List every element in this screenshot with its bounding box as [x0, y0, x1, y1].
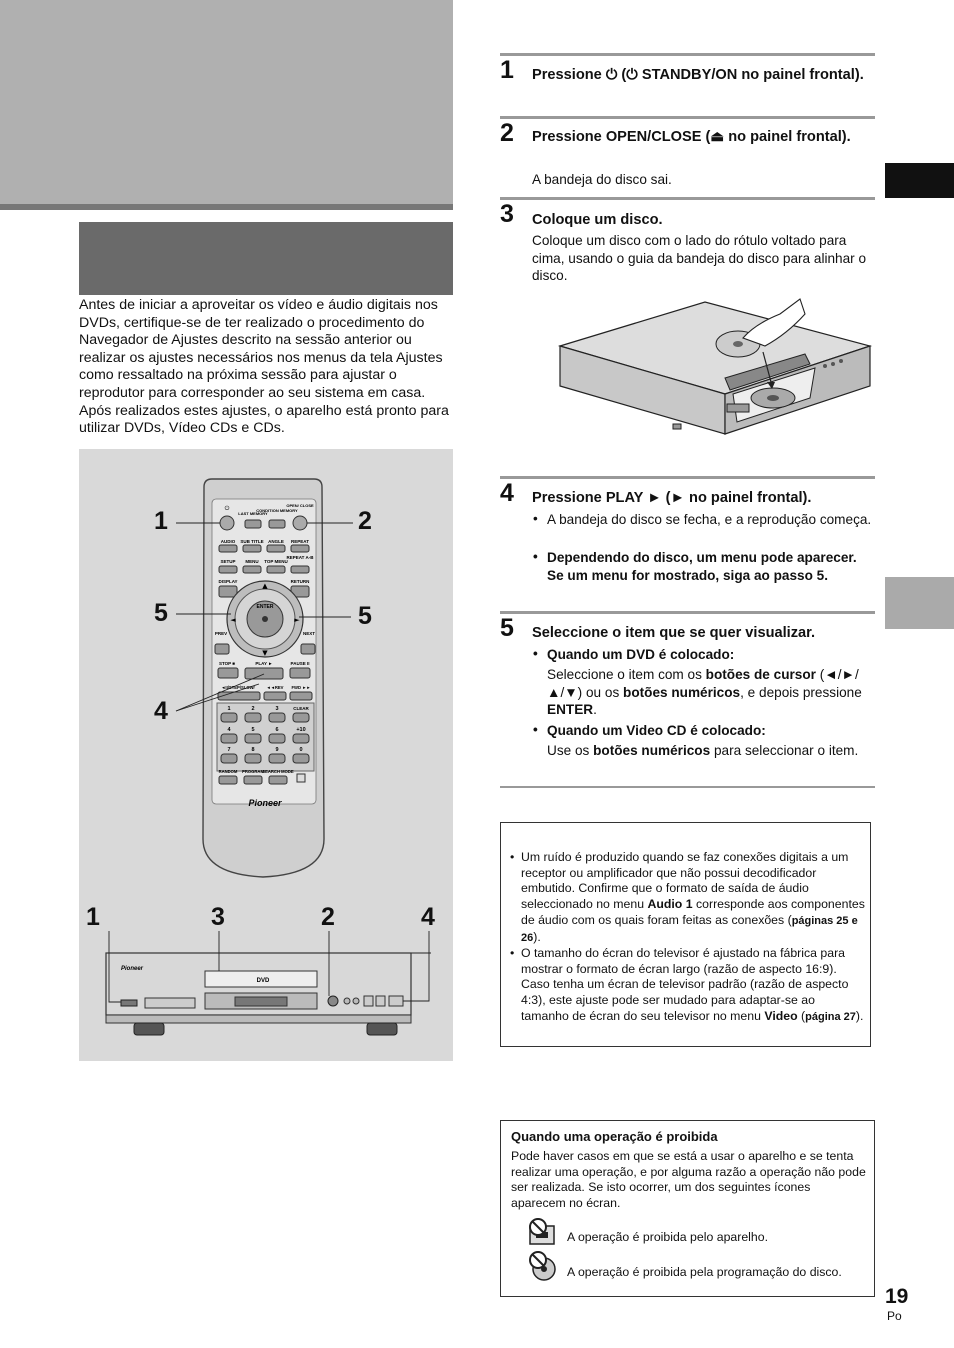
remote-next-label: NEXT — [302, 631, 316, 636]
remote-enter-label: ENTER — [256, 604, 274, 610]
remote-condition-memory-label: CONDITION MEMORY — [256, 508, 298, 513]
chapter-tab-gray — [885, 577, 954, 629]
step-3-heading: Coloque um disco. — [532, 212, 663, 228]
svg-text:▲: ▲ — [262, 582, 268, 590]
step-4-rule — [500, 476, 875, 479]
remote-prev-label: PREV — [214, 631, 228, 636]
remote-random-label: RANDOM — [218, 769, 238, 774]
remote-audio-label: AUDIO — [220, 539, 236, 544]
svg-text:◄: ◄ — [230, 616, 236, 624]
page-language-code: Po — [887, 1309, 902, 1323]
step-5-vcd-title: Quando um Video CD é colocado: — [547, 723, 766, 738]
remote-digit-4: 4 — [227, 727, 231, 733]
remote-open-close-label: OPEN/ CLOSE — [286, 503, 314, 508]
remote-digit-1: 1 — [227, 706, 231, 712]
note-bullet-1-marker: • — [510, 850, 515, 864]
remote-top-menu-label: TOP MENU — [264, 559, 288, 564]
note-bullet-1: Um ruído é produzido quando se faz conexões digitais a um receptor ou amplificador que não possui decodificador embutido. Confirme que o formato de saída de áudio seleccionado no menu Audio 1 corresponde aos componentes de áudio com os quais foram feitas as conexões (páginas 25 e 26). — [521, 850, 865, 944]
note-bullet-2: O tamanho do écran do televisor é ajustado na fábrica para mostrar o formato de écran largo (razão de aspecto 16:9). Caso tenha um écran de televisor padrão (razão de aspecto 4:3), este ajuste pode ser mudado para adaptar-se ao tamanho de écran do seu televisor no menu Video (página 27). — [521, 946, 864, 1023]
prohibited-icon-2-text: A operação é proibida pela programação do disco. — [567, 1265, 842, 1279]
remote-last-memory-label: LAST MEMORY — [238, 511, 268, 516]
remote-clear-label: CLEAR — [293, 706, 309, 711]
prohibited-by-player-icon — [528, 1218, 558, 1246]
remote-digit-3: 3 — [275, 706, 279, 712]
step-4-bullet-1: A bandeja do disco se fecha, e a reprodução começa. — [547, 512, 872, 527]
steps-end-rule — [500, 786, 875, 788]
remote-repeat-label: REPEAT — [291, 539, 309, 544]
svg-text:▼: ▼ — [262, 649, 268, 657]
remote-digit-8: 8 — [251, 747, 255, 753]
remote-menu-label: MENU — [245, 559, 259, 564]
callout-remote-1: 1 — [154, 507, 168, 535]
callout-remote-2: 2 — [358, 507, 372, 535]
callout-remote-5-left: 5 — [154, 599, 168, 627]
prohibited-title: Quando uma operação é proibida — [511, 1129, 718, 1144]
callout-player-1: 1 — [86, 903, 100, 931]
step-5-dvd-marker: • — [533, 646, 538, 661]
note-bullet-2-marker: • — [510, 946, 515, 960]
step-5-dvd-title: Quando um DVD é colocado: — [547, 647, 735, 662]
remote-digit-9: 9 — [275, 747, 279, 753]
intro-paragraph: Antes de iniciar a aproveitar os vídeo e áudio digitais nos DVDs, certifique-se de ter realizado o procedimento do Navegador de Ajustes descrito na sessão anterior ou realizar os ajustes necessários nos menus da tela Ajustes como ressaltado na próxima sessão para ajustar o reprodutor para corresponder ao seu sistema em casa. Após realizados estes ajustes, o aparelho está pronto para utilizar DVDs, Vídeo CDs e CDs. — [79, 297, 449, 437]
remote-pause-label: PAUSE II — [290, 661, 310, 666]
step-4-bullet-2-marker: • — [533, 549, 538, 564]
step-2-number: 2 — [500, 119, 514, 147]
remote-rev-label: ◄◄REV — [266, 685, 284, 690]
step-5-vcd-body: Use os botões numéricos para seleccionar o item. — [547, 743, 859, 758]
page-number: 19 — [885, 1285, 909, 1308]
step-4-bullet-1-marker: • — [533, 511, 538, 526]
remote-and-player-illustration — [79, 449, 453, 1061]
remote-digit-7: 7 — [227, 747, 231, 753]
header-divider — [0, 204, 453, 210]
step-4-bullet-2: Dependendo do disco, um menu pode aparecer. Se um menu for mostrado, siga ao passo 5. — [547, 550, 857, 583]
step-5-vcd-marker: • — [533, 722, 538, 737]
remote-subtitle-label: SUB TITLE — [240, 539, 264, 544]
remote-play-label: PLAY ► — [255, 661, 273, 666]
callout-remote-4: 4 — [154, 697, 168, 725]
step-3-body: Coloque um disco com o lado do rótulo voltado para cima, usando o guia da bandeja do disco para alinhar o disco. — [532, 233, 867, 284]
step-1-number: 1 — [500, 56, 514, 84]
step-2-heading: Pressione OPEN/CLOSE (⏏ no painel frontal). — [532, 129, 851, 145]
prohibited-body: Pode haver casos em que se está a usar o aparelho e se tenta realizar uma operação, e por alguma razão a operação não pode ser realizada. Se isto ocorrer, um dos seguintes ícones aparecem no écran. — [511, 1149, 866, 1210]
illustration-panel — [79, 449, 453, 1061]
step-3-rule — [500, 197, 875, 200]
svg-text:⏻: ⏻ — [224, 505, 230, 512]
remote-fwd-label: FWD ►► — [291, 685, 311, 690]
header-gray-block — [0, 0, 453, 204]
prohibited-by-disc-icon — [528, 1251, 558, 1281]
remote-digit-0: 0 — [299, 747, 303, 753]
remote-digit-2: 2 — [251, 706, 255, 712]
step-3-number: 3 — [500, 200, 514, 228]
step-2-rule — [500, 116, 875, 119]
remote-display-label: DISPLAY — [218, 579, 238, 584]
player-pioneer-logo: Pioneer — [121, 966, 144, 972]
section-title-block — [79, 222, 453, 295]
remote-angle-label: ANGLE — [268, 539, 284, 544]
remote-digit-5: 5 — [251, 727, 255, 733]
remote-digit-6: 6 — [275, 727, 279, 733]
step-2-body: A bandeja do disco sai. — [532, 172, 672, 187]
callout-player-2: 2 — [321, 903, 335, 931]
player-front-panel — [106, 953, 431, 1035]
callout-remote-5-right: 5 — [358, 602, 372, 630]
step-5-heading: Seleccione o item que se quer visualizar. — [532, 625, 816, 641]
disc-loading-illustration — [555, 294, 875, 436]
callout-player-4: 4 — [421, 903, 435, 931]
remote-plus10-label: +10 — [296, 727, 306, 733]
remote-return-label: RETURN — [290, 579, 310, 584]
callout-player-3: 3 — [211, 903, 225, 931]
step-4-number: 4 — [500, 479, 514, 507]
step-1-rule — [500, 53, 875, 56]
step-4-heading: Pressione PLAY ► (► no painel frontal). — [532, 490, 812, 506]
remote-step-slow-label: ◄II/STEP/SLOW/ — [221, 685, 255, 690]
remote-control — [203, 479, 324, 877]
remote-program-label: PROGRAM — [242, 769, 264, 774]
step-5-dvd-body: Seleccione o item com os botões de cursor (◄/►/▲/▼) ou os botões numéricos, e depois pressione ENTER. — [547, 667, 862, 718]
remote-search-mode-label: SEARCH MODE — [262, 769, 294, 774]
svg-text:►: ► — [294, 616, 300, 624]
step-5-rule — [500, 611, 875, 614]
chapter-tab-black — [885, 163, 954, 198]
prohibited-icon-1-text: A operação é proibida pelo aparelho. — [567, 1230, 769, 1244]
step-5-number: 5 — [500, 614, 514, 642]
remote-setup-label: SETUP — [220, 559, 236, 564]
step-1-heading: Pressione ⏻ (⏻ STANDBY/ON no painel frontal). — [532, 67, 864, 83]
remote-pioneer-logo: Pioneer — [248, 798, 282, 808]
player-dvd-logo: DVD — [256, 978, 270, 984]
remote-repeat-ab-label: REPEAT A-B — [286, 555, 314, 560]
remote-stop-label: STOP ■ — [218, 661, 236, 666]
